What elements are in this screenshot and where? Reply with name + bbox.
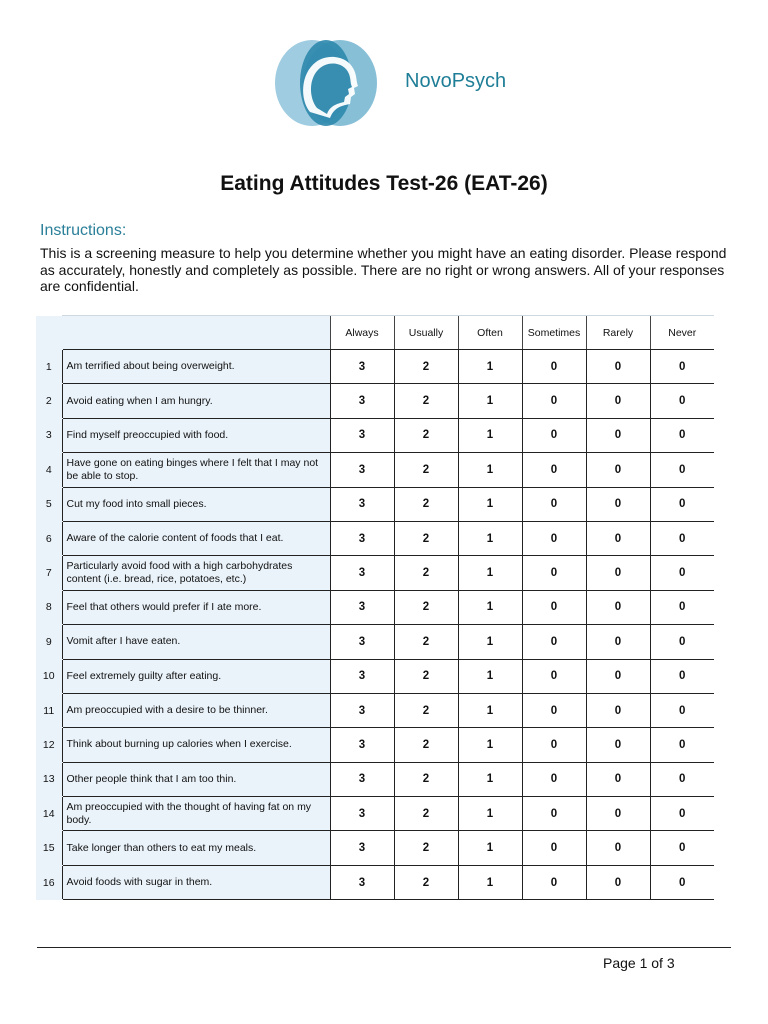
header-blank-num bbox=[36, 316, 62, 350]
score-cell-always[interactable]: 3 bbox=[330, 659, 394, 693]
score-cell-always[interactable]: 3 bbox=[330, 831, 394, 865]
question-text: Take longer than others to eat my meals. bbox=[62, 831, 330, 865]
question-text: Am preoccupied with a desire to be thinner. bbox=[62, 693, 330, 727]
row-number: 1 bbox=[36, 350, 62, 384]
question-text: Cut my food into small pieces. bbox=[62, 487, 330, 521]
score-cell-usually[interactable]: 2 bbox=[394, 728, 458, 762]
question-text: Other people think that I am too thin. bbox=[62, 762, 330, 796]
score-cell-often[interactable]: 1 bbox=[458, 831, 522, 865]
score-cell-often[interactable]: 1 bbox=[458, 728, 522, 762]
score-cell-rarely[interactable]: 0 bbox=[586, 865, 650, 899]
score-cell-sometimes[interactable]: 0 bbox=[522, 384, 586, 418]
column-header-often: Often bbox=[458, 316, 522, 350]
table-row bbox=[36, 590, 714, 624]
score-cell-sometimes[interactable]: 0 bbox=[522, 659, 586, 693]
score-cell-sometimes[interactable]: 0 bbox=[522, 625, 586, 659]
page-number: Page 1 of 3 bbox=[603, 955, 675, 971]
question-text: Have gone on eating binges where I felt that I may not be able to stop. bbox=[62, 453, 330, 487]
row-number: 9 bbox=[36, 625, 62, 659]
row-number: 13 bbox=[36, 762, 62, 796]
score-cell-sometimes[interactable]: 0 bbox=[522, 556, 586, 590]
question-text: Feel that others would prefer if I ate more. bbox=[62, 590, 330, 624]
score-cell-often[interactable]: 1 bbox=[458, 453, 522, 487]
score-cell-rarely[interactable]: 0 bbox=[586, 590, 650, 624]
column-header-never: Never bbox=[650, 316, 714, 350]
score-cell-often[interactable]: 1 bbox=[458, 521, 522, 555]
table-row bbox=[36, 659, 714, 693]
score-cell-sometimes[interactable]: 0 bbox=[522, 693, 586, 727]
score-cell-always[interactable]: 3 bbox=[330, 762, 394, 796]
question-text: Avoid foods with sugar in them. bbox=[62, 865, 330, 899]
score-cell-always[interactable]: 3 bbox=[330, 693, 394, 727]
column-header-rarely: Rarely bbox=[586, 316, 650, 350]
table-row bbox=[36, 693, 714, 727]
table-row bbox=[36, 453, 714, 487]
score-cell-rarely[interactable]: 0 bbox=[586, 521, 650, 555]
table-row bbox=[36, 728, 714, 762]
row-number: 10 bbox=[36, 659, 62, 693]
score-cell-rarely[interactable]: 0 bbox=[586, 762, 650, 796]
score-cell-usually[interactable]: 2 bbox=[394, 625, 458, 659]
score-cell-always[interactable]: 3 bbox=[330, 418, 394, 452]
table-row bbox=[36, 865, 714, 899]
score-cell-always[interactable]: 3 bbox=[330, 590, 394, 624]
row-number: 7 bbox=[36, 556, 62, 590]
score-cell-often[interactable]: 1 bbox=[458, 418, 522, 452]
score-cell-rarely[interactable]: 0 bbox=[586, 728, 650, 762]
score-cell-usually[interactable]: 2 bbox=[394, 384, 458, 418]
score-cell-rarely[interactable]: 0 bbox=[586, 659, 650, 693]
question-text: Aware of the calorie content of foods that I eat. bbox=[62, 521, 330, 555]
column-header-usually: Usually bbox=[394, 316, 458, 350]
score-cell-sometimes[interactable]: 0 bbox=[522, 487, 586, 521]
score-cell-often[interactable]: 1 bbox=[458, 556, 522, 590]
score-cell-sometimes[interactable]: 0 bbox=[522, 521, 586, 555]
page-title: Eating Attitudes Test-26 (EAT-26) bbox=[220, 172, 548, 195]
table-row bbox=[36, 487, 714, 521]
score-cell-always[interactable]: 3 bbox=[330, 728, 394, 762]
score-cell-often[interactable]: 1 bbox=[458, 797, 522, 831]
score-cell-sometimes[interactable]: 0 bbox=[522, 350, 586, 384]
score-cell-often[interactable]: 1 bbox=[458, 659, 522, 693]
score-cell-sometimes[interactable]: 0 bbox=[522, 831, 586, 865]
score-cell-usually[interactable]: 2 bbox=[394, 693, 458, 727]
row-number: 4 bbox=[36, 453, 62, 487]
score-cell-usually[interactable]: 2 bbox=[394, 865, 458, 899]
score-cell-never[interactable]: 0 bbox=[650, 865, 714, 899]
score-cell-often[interactable]: 1 bbox=[458, 865, 522, 899]
score-cell-never[interactable]: 0 bbox=[650, 693, 714, 727]
footer-divider bbox=[37, 947, 731, 948]
score-cell-rarely[interactable]: 0 bbox=[586, 350, 650, 384]
table-row bbox=[36, 831, 714, 865]
score-cell-rarely[interactable]: 0 bbox=[586, 625, 650, 659]
score-cell-rarely[interactable]: 0 bbox=[586, 556, 650, 590]
questionnaire-table bbox=[36, 315, 714, 900]
score-cell-always[interactable]: 3 bbox=[330, 556, 394, 590]
score-cell-never[interactable]: 0 bbox=[650, 797, 714, 831]
score-cell-sometimes[interactable]: 0 bbox=[522, 797, 586, 831]
score-cell-often[interactable]: 1 bbox=[458, 625, 522, 659]
row-number: 14 bbox=[36, 797, 62, 831]
score-cell-always[interactable]: 3 bbox=[330, 797, 394, 831]
score-cell-never[interactable]: 0 bbox=[650, 728, 714, 762]
score-cell-never[interactable]: 0 bbox=[650, 350, 714, 384]
score-cell-always[interactable]: 3 bbox=[330, 350, 394, 384]
score-cell-sometimes[interactable]: 0 bbox=[522, 728, 586, 762]
score-cell-never[interactable]: 0 bbox=[650, 625, 714, 659]
score-cell-never[interactable]: 0 bbox=[650, 384, 714, 418]
score-cell-often[interactable]: 1 bbox=[458, 693, 522, 727]
brand-name: NovoPsych bbox=[405, 70, 507, 92]
score-cell-sometimes[interactable]: 0 bbox=[522, 865, 586, 899]
score-cell-usually[interactable]: 2 bbox=[394, 350, 458, 384]
table-row bbox=[36, 625, 714, 659]
column-header-sometimes: Sometimes bbox=[522, 316, 586, 350]
score-cell-usually[interactable]: 2 bbox=[394, 556, 458, 590]
table-row bbox=[36, 384, 714, 418]
score-cell-sometimes[interactable]: 0 bbox=[522, 418, 586, 452]
score-cell-always[interactable]: 3 bbox=[330, 384, 394, 418]
score-cell-usually[interactable]: 2 bbox=[394, 521, 458, 555]
score-cell-rarely[interactable]: 0 bbox=[586, 831, 650, 865]
row-number: 2 bbox=[36, 384, 62, 418]
table-row bbox=[36, 521, 714, 555]
question-text: Am terrified about being overweight. bbox=[62, 350, 330, 384]
score-cell-never[interactable]: 0 bbox=[650, 453, 714, 487]
score-cell-sometimes[interactable]: 0 bbox=[522, 453, 586, 487]
score-cell-often[interactable]: 1 bbox=[458, 762, 522, 796]
table-row bbox=[36, 762, 714, 796]
score-cell-never[interactable]: 0 bbox=[650, 418, 714, 452]
score-cell-rarely[interactable]: 0 bbox=[586, 693, 650, 727]
score-cell-usually[interactable]: 2 bbox=[394, 487, 458, 521]
score-cell-usually[interactable]: 2 bbox=[394, 659, 458, 693]
score-cell-always[interactable]: 3 bbox=[330, 865, 394, 899]
row-number: 15 bbox=[36, 831, 62, 865]
question-text: Feel extremely guilty after eating. bbox=[62, 659, 330, 693]
score-cell-often[interactable]: 1 bbox=[458, 487, 522, 521]
score-cell-usually[interactable]: 2 bbox=[394, 762, 458, 796]
row-number: 3 bbox=[36, 418, 62, 452]
row-number: 11 bbox=[36, 693, 62, 727]
header-blank-question bbox=[62, 316, 330, 350]
score-cell-sometimes[interactable]: 0 bbox=[522, 762, 586, 796]
question-rows bbox=[36, 350, 714, 900]
question-text: Avoid eating when I am hungry. bbox=[62, 384, 330, 418]
score-cell-never[interactable]: 0 bbox=[650, 590, 714, 624]
score-cell-never[interactable]: 0 bbox=[650, 521, 714, 555]
score-cell-usually[interactable]: 2 bbox=[394, 453, 458, 487]
column-header-always: Always bbox=[330, 316, 394, 350]
score-cell-usually[interactable]: 2 bbox=[394, 831, 458, 865]
score-cell-sometimes[interactable]: 0 bbox=[522, 590, 586, 624]
row-number: 12 bbox=[36, 728, 62, 762]
score-cell-always[interactable]: 3 bbox=[330, 625, 394, 659]
novopsych-head-logo-icon bbox=[270, 34, 382, 132]
table-row bbox=[36, 350, 714, 384]
score-cell-always[interactable]: 3 bbox=[330, 487, 394, 521]
score-cell-often[interactable]: 1 bbox=[458, 590, 522, 624]
score-cell-never[interactable]: 0 bbox=[650, 556, 714, 590]
score-cell-usually[interactable]: 2 bbox=[394, 797, 458, 831]
row-number: 8 bbox=[36, 590, 62, 624]
row-number: 5 bbox=[36, 487, 62, 521]
instructions-text: This is a screening measure to help you determine whether you might have an eating disorder. Please respond as accurately, honestly and completely as possible. There are no right or wrong answers. All of your responses are confidential. bbox=[40, 245, 727, 294]
instructions-heading: Instructions: bbox=[40, 222, 127, 239]
question-text: Think about burning up calories when I exercise. bbox=[62, 728, 330, 762]
table-row bbox=[36, 797, 714, 831]
score-cell-rarely[interactable]: 0 bbox=[586, 384, 650, 418]
table-row bbox=[36, 418, 714, 452]
score-cell-always[interactable]: 3 bbox=[330, 521, 394, 555]
row-number: 6 bbox=[36, 521, 62, 555]
score-cell-never[interactable]: 0 bbox=[650, 487, 714, 521]
score-cell-never[interactable]: 0 bbox=[650, 659, 714, 693]
score-cell-always[interactable]: 3 bbox=[330, 453, 394, 487]
score-cell-usually[interactable]: 2 bbox=[394, 590, 458, 624]
score-cell-usually[interactable]: 2 bbox=[394, 418, 458, 452]
score-cell-never[interactable]: 0 bbox=[650, 762, 714, 796]
table-header-row bbox=[36, 316, 714, 350]
score-cell-rarely[interactable]: 0 bbox=[586, 797, 650, 831]
score-cell-rarely[interactable]: 0 bbox=[586, 487, 650, 521]
question-text: Particularly avoid food with a high carbohydrates content (i.e. bread, rice, potatoes, etc.) bbox=[62, 556, 330, 590]
score-cell-often[interactable]: 1 bbox=[458, 350, 522, 384]
question-text: Am preoccupied with the thought of having fat on my body. bbox=[62, 797, 330, 831]
table-row bbox=[36, 556, 714, 590]
row-number: 16 bbox=[36, 865, 62, 899]
score-cell-often[interactable]: 1 bbox=[458, 384, 522, 418]
question-text: Vomit after I have eaten. bbox=[62, 625, 330, 659]
question-text: Find myself preoccupied with food. bbox=[62, 418, 330, 452]
score-cell-never[interactable]: 0 bbox=[650, 831, 714, 865]
score-cell-rarely[interactable]: 0 bbox=[586, 418, 650, 452]
score-cell-rarely[interactable]: 0 bbox=[586, 453, 650, 487]
